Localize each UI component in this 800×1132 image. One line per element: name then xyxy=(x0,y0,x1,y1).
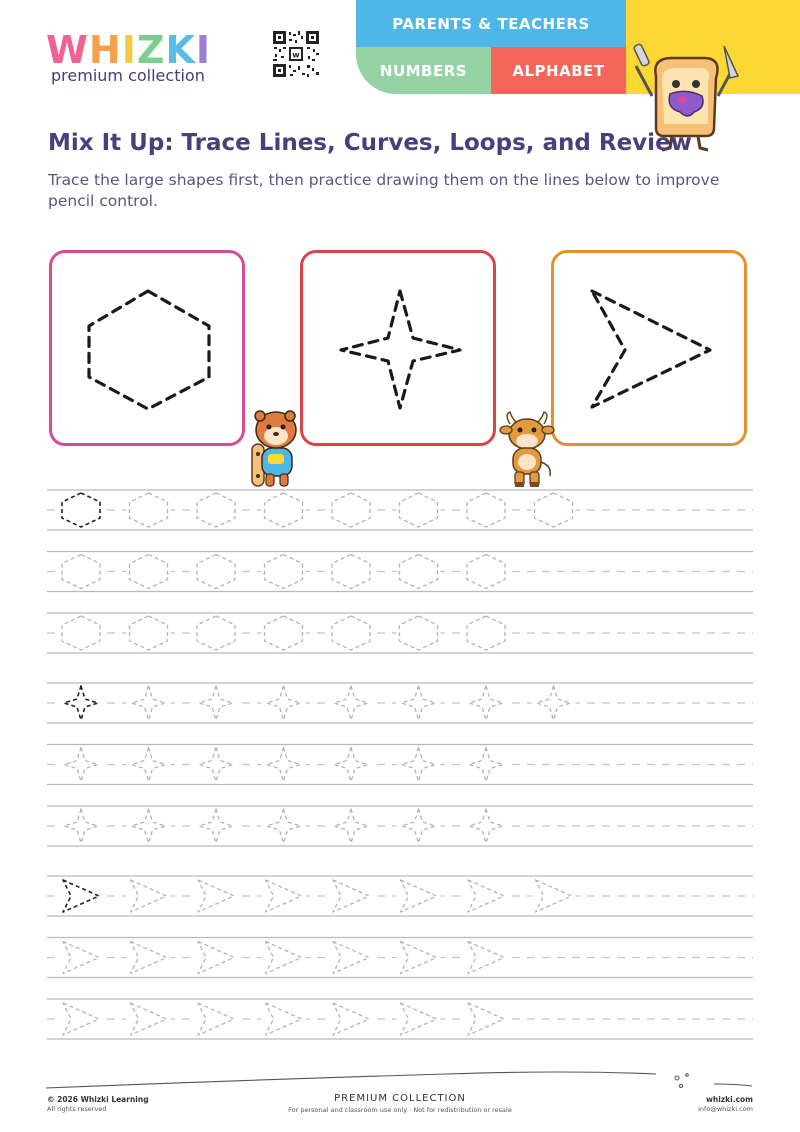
practice-row xyxy=(47,683,753,723)
footer-copyright: © 2026 Whizki Learning xyxy=(47,1095,149,1104)
logo-letter: I xyxy=(121,28,137,72)
footer-website-link[interactable]: whizki.com xyxy=(705,1095,753,1104)
svg-text:w: w xyxy=(292,50,300,60)
star-trace-icon xyxy=(303,253,493,443)
worksheet-title: Mix It Up: Trace Lines, Curves, Loops, and Review xyxy=(48,130,692,156)
logo-letter: I xyxy=(195,28,212,72)
practice-lines xyxy=(0,480,800,1060)
otter-mascot-illustration xyxy=(244,408,302,490)
footer-usage-note: For personal and classroom use only · Not for redistribution or resale xyxy=(288,1106,512,1114)
ox-mascot-illustration xyxy=(496,410,558,490)
practice-row xyxy=(47,806,753,846)
footer-wave-divider xyxy=(46,1062,754,1092)
trace-box-arrowhead xyxy=(551,250,747,446)
practice-row xyxy=(47,613,753,653)
practice-row xyxy=(47,999,753,1039)
trace-box-hexagon xyxy=(49,250,245,446)
qr-code-icon xyxy=(272,30,320,78)
arrowhead-trace-icon xyxy=(554,253,744,443)
practice-row xyxy=(47,938,753,978)
nav-alphabet[interactable]: ALPHABET xyxy=(491,47,626,94)
nav-parents-teachers[interactable]: PARENTS & TEACHERS xyxy=(356,0,626,47)
practice-row xyxy=(47,490,753,530)
practice-row xyxy=(47,552,753,592)
practice-row xyxy=(47,876,753,916)
footer-rights: All rights reserved xyxy=(47,1105,107,1113)
nav-numbers[interactable]: NUMBERS xyxy=(356,47,491,94)
trace-box-star xyxy=(300,250,496,446)
worksheet-instructions: Trace the large shapes first, then practice drawing them on the lines below to improve pencil control. xyxy=(48,171,720,210)
logo-letter: Z xyxy=(136,28,166,72)
logo-letter: K xyxy=(165,28,196,72)
hexagon-trace-icon xyxy=(52,253,242,443)
practice-row xyxy=(47,745,753,785)
footer-collection: PREMIUM COLLECTION xyxy=(334,1093,466,1104)
footer-email-link[interactable]: info@whizki.com xyxy=(698,1105,753,1113)
logo-letter: H xyxy=(88,28,122,72)
logo-subtitle: premium collection xyxy=(51,66,205,85)
whizki-logo xyxy=(46,30,211,70)
logo-letter: W xyxy=(46,28,89,72)
